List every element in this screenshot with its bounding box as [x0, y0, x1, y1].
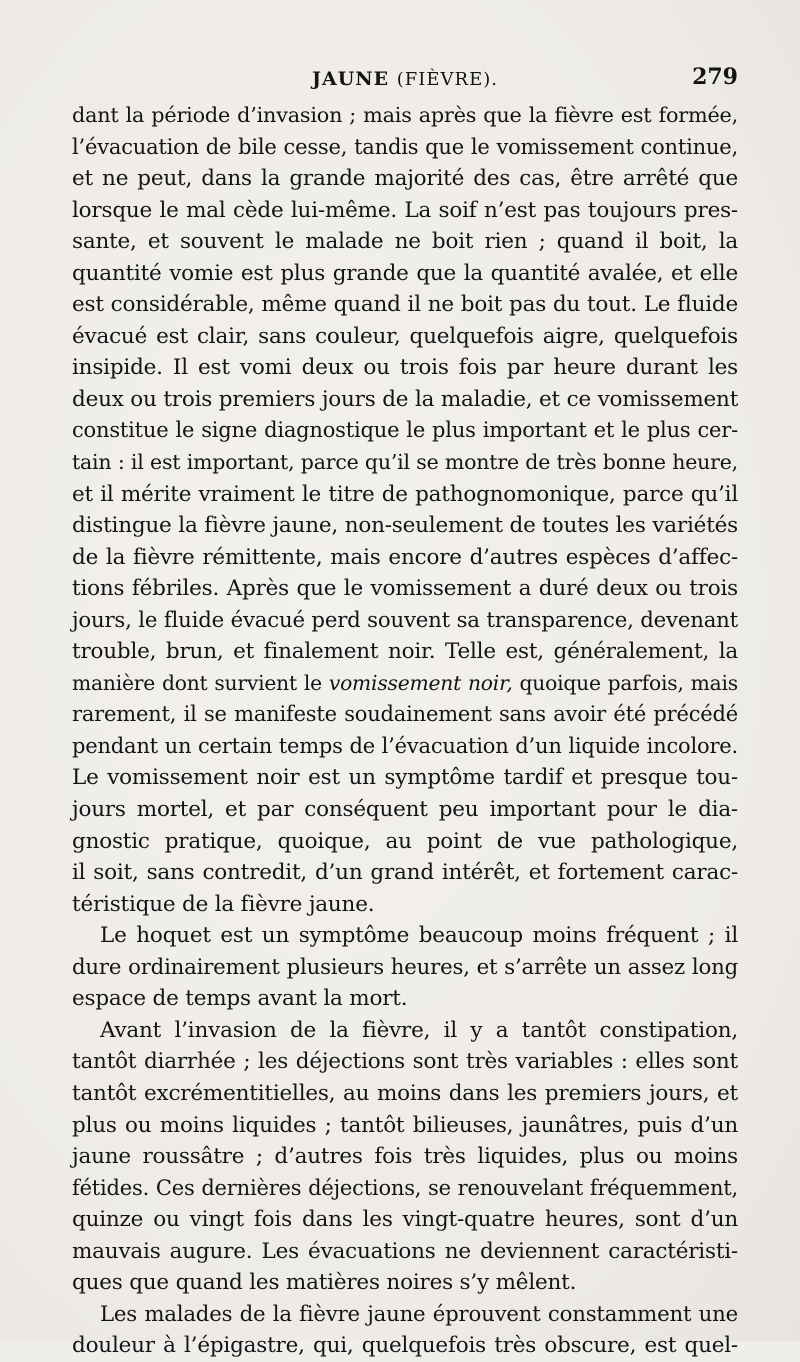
text-line: dure ordinairement plusieurs heures, et s’arrête un assez long — [72, 954, 738, 980]
text-line: de la fièvre rémittente, mais encore d’autres espèces d’affec- — [72, 544, 738, 570]
running-head-suffix: (FIÈVRE). — [396, 69, 498, 90]
text-line: l’évacuation de bile cesse, tandis que le vomissement continue, — [72, 134, 738, 159]
text-line — [72, 668, 738, 700]
running-head — [72, 68, 738, 90]
text-line: il soit, sans contredit, d’un grand intérêt, et fortement carac- — [72, 860, 738, 886]
text-line: fétides. Ces dernières déjections, se renouvelant fréquemment, — [72, 1175, 738, 1200]
text-line: trouble, brun, et finalement noir. Telle est, généralement, la — [72, 639, 738, 665]
text-line: insipide. Il est vomi deux ou trois fois par heure durant les — [72, 355, 738, 381]
page-number: 279 — [692, 64, 738, 90]
text-line: quantité vomie est plus grande que la quantité avalée, et elle — [72, 260, 738, 286]
page-header — [72, 62, 738, 102]
text-line: espace de temps avant la mort. — [72, 986, 408, 1012]
text-line: Les malades de la fièvre jaune éprouvent constamment une — [100, 1301, 738, 1327]
text-line-start: manière dont survient le — [72, 670, 329, 695]
text-line: douleur à l’épigastre, qui, quelquefois très obscure, est quel- — [72, 1333, 738, 1359]
text-line: tantôt diarrhée ; les déjections sont très variables : elles sont — [72, 1049, 738, 1075]
text-line: Le hoquet est un symptôme beaucoup moins fréquent ; il — [100, 923, 738, 949]
text-line: Avant l’invasion de la fièvre, il y a tantôt constipation, — [100, 1017, 738, 1043]
text-line: mauvais augure. Les évacuations ne deviennent caractéristi- — [72, 1238, 738, 1264]
text-line: est considérable, même quand il ne boit pas du tout. Le fluide — [72, 292, 738, 318]
text-line: distingue la fièvre jaune, non-seulement de toutes les variétés — [72, 513, 738, 539]
text-line: pendant un certain temps de l’évacuation d’un liquide incolore. — [72, 733, 738, 758]
text-line: jours, le fluide évacué perd souvent sa transparence, devenant — [72, 607, 738, 633]
text-line: gnostic pratique, quoique, au point de vue pathologique, — [72, 828, 738, 854]
text-line: constitue le signe diagnostique le plus important et le plus cer- — [72, 418, 738, 443]
text-line: jours mortel, et par conséquent peu important pour le dia- — [72, 797, 738, 823]
text-line: tain : il est important, parce qu’il se montre de très bonne heure, — [72, 450, 738, 475]
text-line: rarement, il se manifeste soudainement sans avoir été précédé — [72, 702, 738, 727]
text-line: et il mérite vraiment le titre de pathognomonique, parce qu’il — [72, 481, 738, 507]
text-line: deux ou trois premiers jours de la maladie, et ce vomissement — [72, 386, 739, 412]
body-text — [72, 100, 738, 1362]
text-line: sante, et souvent le malade ne boit rien ; quand il boit, la — [72, 229, 738, 255]
text-line: plus ou moins liquides ; tantôt bilieuses, jaunâtres, puis d’un — [72, 1112, 738, 1138]
italic-term: vomissement noir, — [328, 670, 513, 695]
text-line-end: quoique parfois, mais — [512, 670, 738, 695]
text-line: tantôt excrémentitielles, au moins dans les premiers jours, et — [72, 1080, 738, 1106]
text-line: évacué est clair, sans couleur, quelquefois aigre, quelquefois — [72, 323, 738, 349]
text-line: téristique de la fièvre jaune. — [72, 891, 375, 917]
text-line: et ne peut, dans la grande majorité des cas, être arrêté que — [72, 166, 738, 192]
text-line: Le vomissement noir est un symptôme tardif et presque tou- — [72, 765, 738, 791]
text-line: dant la période d’invasion ; mais après que la fièvre est formée, — [72, 103, 738, 127]
running-head-title: JAUNE — [312, 68, 390, 90]
text-line: quinze ou vingt fois dans les vingt-quatre heures, sont d’un — [72, 1207, 738, 1233]
text-line: jaune roussâtre ; d’autres fois très liquides, plus ou moins — [72, 1144, 738, 1170]
text-line: ques que quand les matières noires s’y mêlent. — [72, 1270, 577, 1296]
text-line: tions fébriles. Après que le vomissement a duré deux ou trois — [72, 576, 738, 602]
text-line: lorsque le mal cède lui-même. La soif n’est pas toujours pres- — [72, 197, 738, 223]
